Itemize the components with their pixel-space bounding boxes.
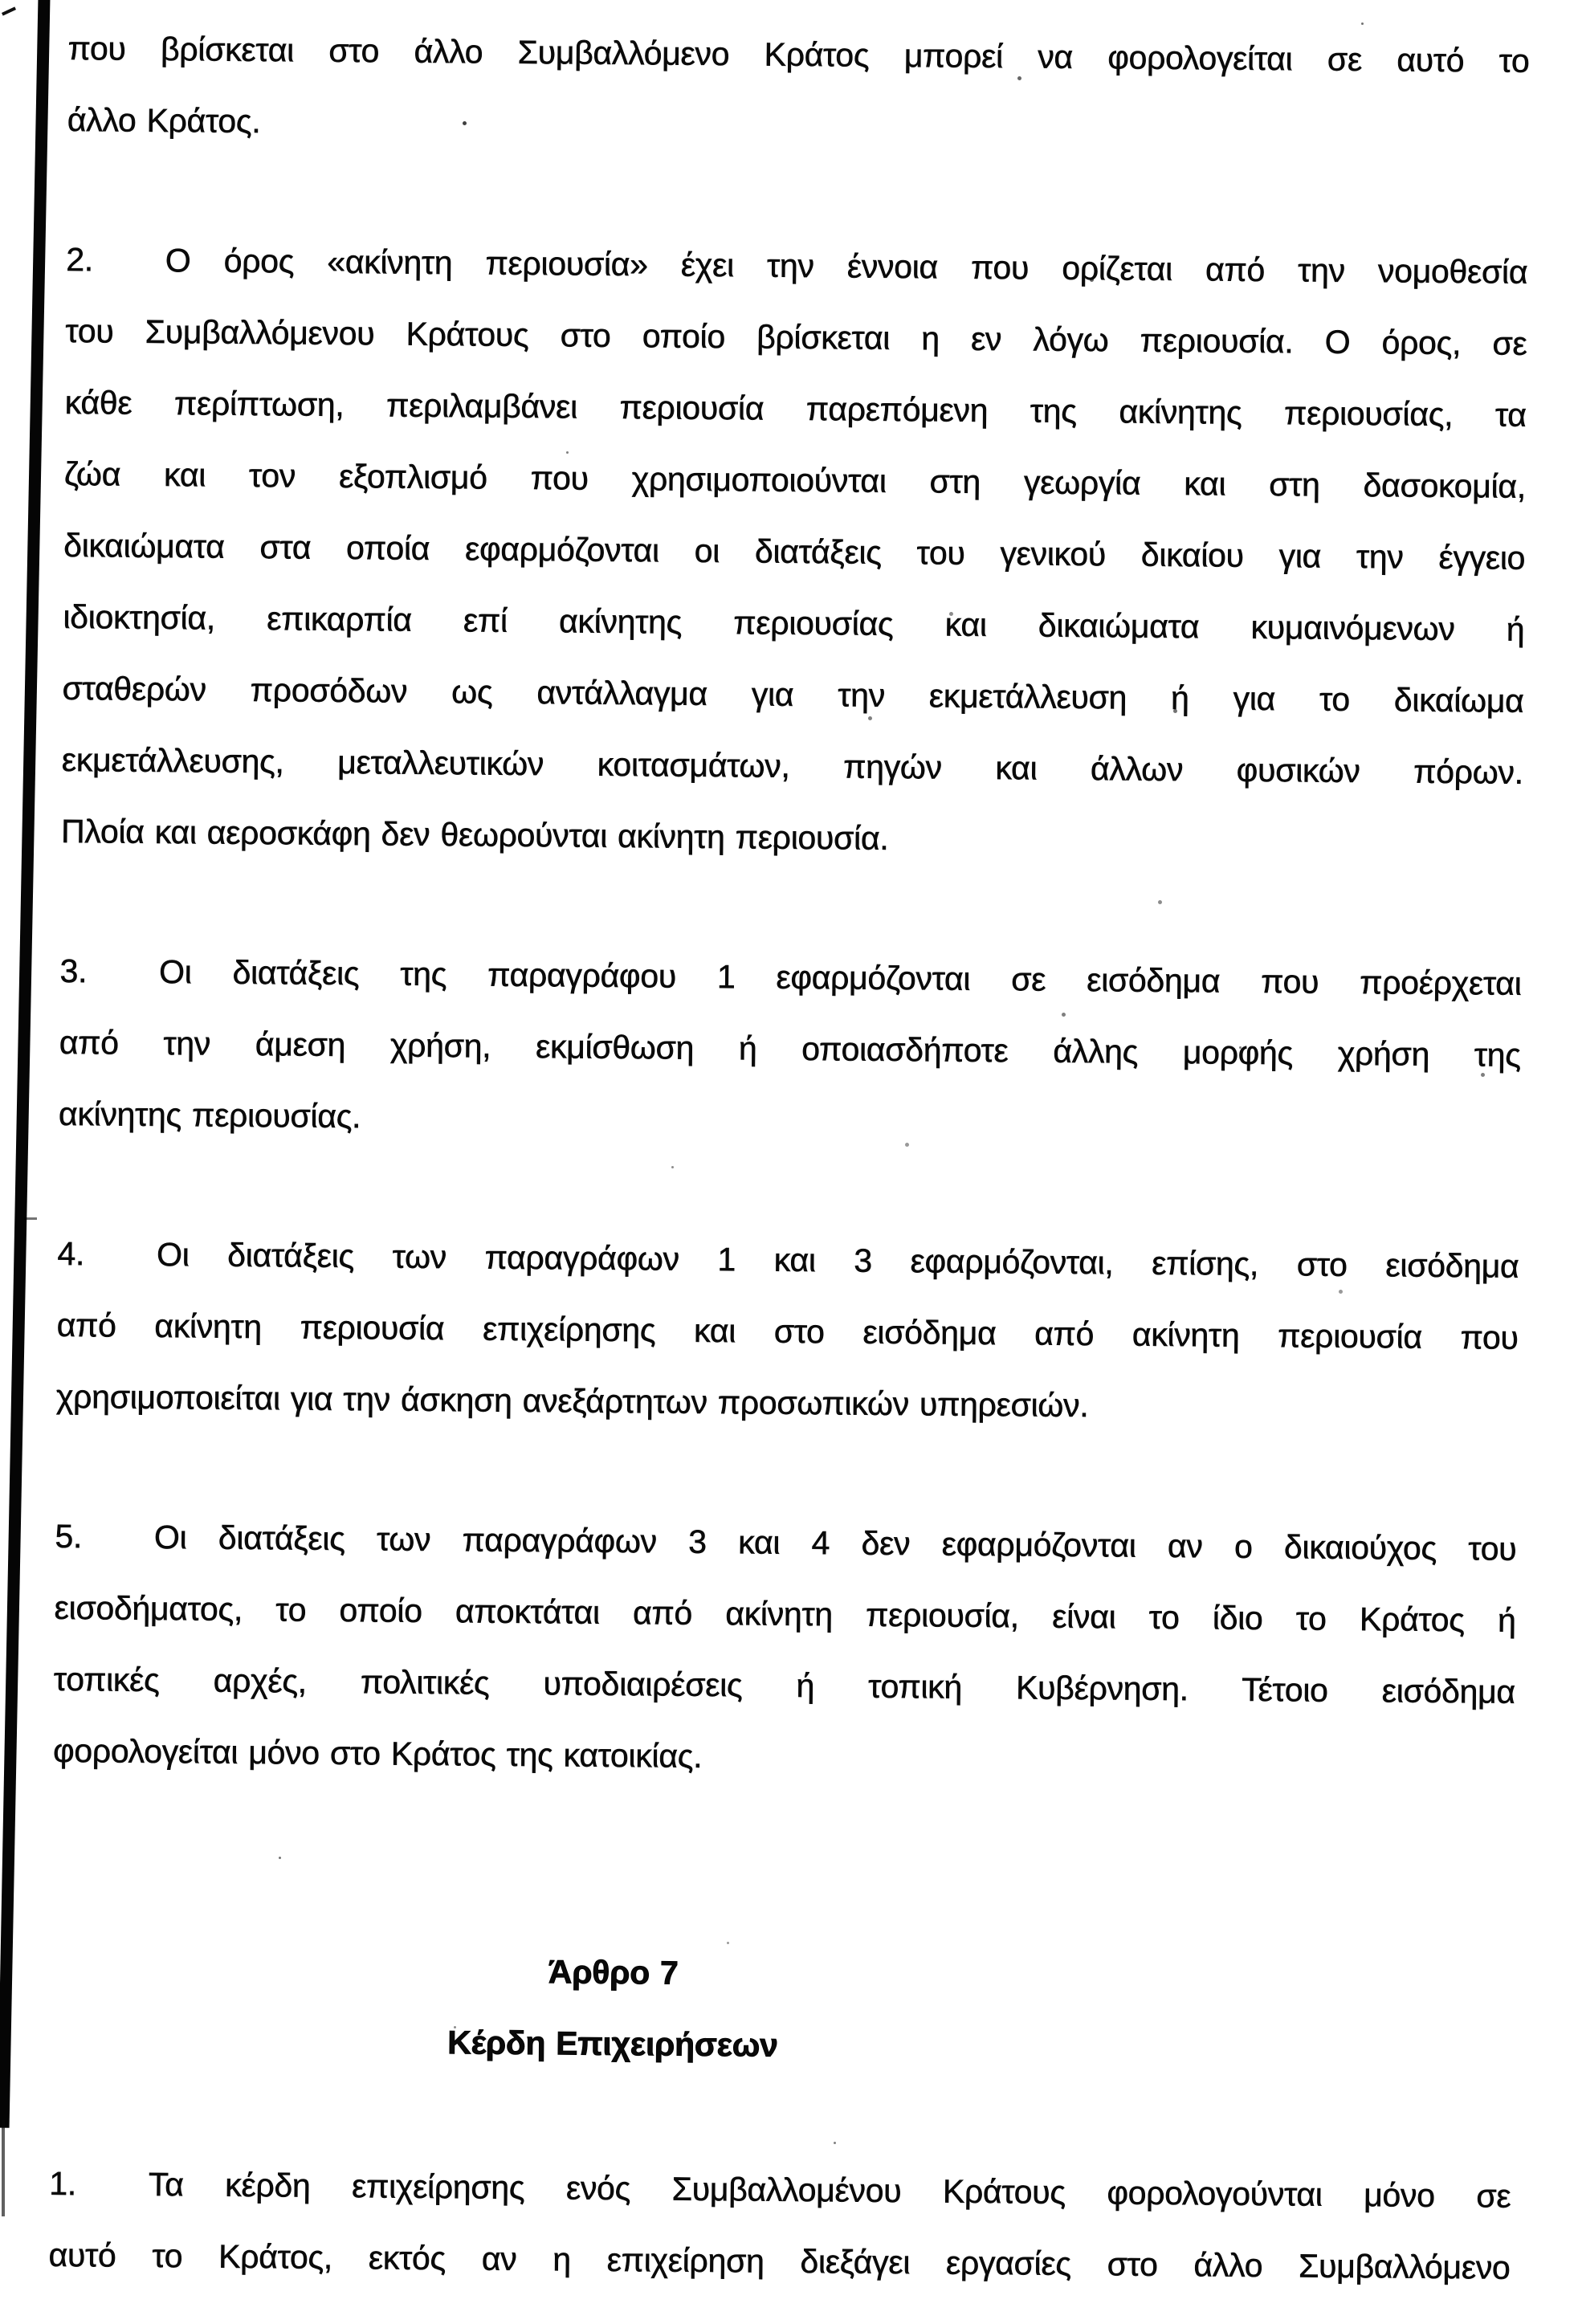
- paragraph-number: 2.: [66, 240, 94, 279]
- article-7-heading: [51, 1932, 1176, 2085]
- text-line: [49, 2148, 1511, 2232]
- paragraph-5: [53, 1501, 1517, 1800]
- text-line: χρησιμοποιείται για την άσκηση ανεξάρτητων προσωπικών υπηρεσιών.: [55, 1377, 1089, 1425]
- text-line: αυτό το Κράτος, εκτός αν η επιχείρηση διεξάγει εργασίες στο άλλο Συμβαλλόμενο: [48, 2236, 1511, 2286]
- text-line-content: Οι διατάξεις των παραγράφων 1 και 3 εφαρμόζονται, επίσης, στο εισόδημα: [156, 1236, 1519, 1285]
- paragraph-indent: [76, 2195, 149, 2196]
- text-line-content: Ο όρος «ακίνητη περιουσία» έχει την έννοια που ορίζεται από την νομοθεσία: [165, 242, 1528, 291]
- article-subtitle: Κέρδη Επιχειρήσεων: [447, 2024, 778, 2064]
- text-line-content: Οι διατάξεις της παραγράφου 1 εφαρμόζονται σε εισόδημα που προέρχεται: [158, 953, 1522, 1002]
- page-binding-bar-tail: [2, 2120, 5, 2216]
- text-line: από ακίνητη περιουσία επιχείρησης και στο εισόδημα από ακίνητη περιουσία που: [56, 1306, 1519, 1356]
- text-line: [59, 936, 1522, 1020]
- text-line: σταθερών προσόδων ως αντάλλαγμα για την εκμετάλλευση ή για το δικαίωμα: [62, 669, 1524, 720]
- text-line: κάθε περίπτωση, περιλαμβάνει περιουσία παρεπόμενη της ακίνητης περιουσίας, τα: [64, 383, 1527, 434]
- text-line: του Συμβαλλόμενου Κράτους στο οποίο βρίσκεται η εν λόγω περιουσία. Ο όρος, σε: [65, 312, 1527, 362]
- paragraph-number: 5.: [55, 1517, 83, 1555]
- text-line: [55, 1501, 1517, 1585]
- text-line-content: Οι διατάξεις των παραγράφων 3 και 4 δεν εφαρμόζονται αν ο δικαιούχος του: [153, 1519, 1517, 1568]
- text-line: [57, 1218, 1519, 1303]
- paragraph-number: 3.: [59, 952, 88, 990]
- paragraph-indent: [87, 982, 159, 983]
- paragraph-indent: [82, 1547, 154, 1548]
- text-line: Πλοία και αεροσκάφη δεν θεωρούνται ακίνητη περιουσία.: [60, 812, 889, 857]
- text-line: δικαιώματα στα οποία εφαρμόζονται οι διατάξεις του γενικού δικαίου για την έγγειο: [63, 526, 1526, 577]
- text-line: από την άμεση χρήση, εκμίσθωση ή οποιασδήποτε άλλης μορφής χρήση της: [59, 1023, 1521, 1074]
- paragraph-2: [61, 224, 1528, 880]
- text-line: [66, 224, 1528, 308]
- scan-corner-mark: [2, 6, 16, 15]
- text-line: άλλο Κράτος.: [67, 100, 261, 141]
- document-text-block: [48, 13, 1530, 2304]
- paragraph-3: [59, 936, 1522, 1163]
- text-line: ζώα και τον εξοπλισμό που χρησιμοποιούνται στη γεωργία και στη δασοκομία,: [63, 455, 1527, 505]
- text-line: εισοδήματος, το οποίο αποκτάται από ακίνητη περιουσία, είναι το ίδιο το Κράτος ή: [54, 1588, 1516, 1639]
- text-line-content: Τα κέρδη επιχείρησης ενός Συμβαλλομένου Κράτους φορολογούνται μόνο σε: [148, 2165, 1511, 2215]
- paragraph-number: 1.: [49, 2164, 77, 2203]
- text-line: εκμετάλλευσης, μεταλλευτικών κοιτασμάτων, πηγών και άλλων φυσικών πόρων.: [61, 740, 1524, 791]
- page-binding-bar: [0, 0, 51, 2128]
- paragraph-continuation: [67, 13, 1529, 169]
- paragraph-indent: [84, 1265, 157, 1266]
- article-7-paragraph-1: [48, 2148, 1511, 2304]
- paragraph-number: 4.: [57, 1234, 85, 1273]
- paragraph-4: [56, 1218, 1519, 1445]
- article-title: Άρθρο 7: [548, 1953, 679, 1992]
- text-line: ακίνητης περιουσίας.: [58, 1095, 361, 1135]
- text-line: τοπικές αρχές, πολιτικές υποδιαιρέσεις ή τοπική Κυβέρνηση. Τέτοιο εισόδημα: [53, 1660, 1516, 1710]
- text-line: που βρίσκεται στο άλλο Συμβαλλόμενο Κράτος μπορεί να φορολογείται σε αυτό το: [67, 29, 1530, 80]
- text-line: ιδιοκτησία, επικαρπία επί ακίνητης περιουσίας και δικαιώματα κυμαινόμενων ή: [63, 597, 1525, 648]
- text-line: φορολογείται μόνο στο Κράτος της κατοικίας.: [52, 1731, 703, 1775]
- scan-dash-artifact: [24, 1217, 37, 1220]
- scan-noise-specks: [0, 0, 2, 2]
